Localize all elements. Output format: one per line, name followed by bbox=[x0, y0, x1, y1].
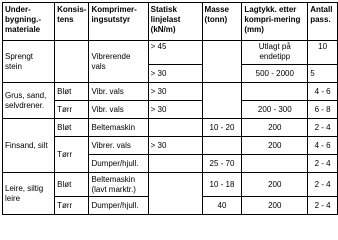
equipment-cell: Dumper/hjull. bbox=[89, 197, 148, 215]
equipment-cell: Vibrer. vals bbox=[89, 137, 148, 155]
load-cell: > 30 bbox=[148, 137, 202, 155]
passes-cell: 6 - 8 bbox=[308, 101, 338, 119]
passes-cell: 5 bbox=[308, 65, 338, 83]
equipment-cell: Beltemaskin bbox=[89, 119, 148, 137]
consistency-cell: Bløt bbox=[55, 83, 89, 101]
passes-cell: 10 bbox=[308, 41, 338, 65]
thickness-cell bbox=[242, 155, 308, 173]
load-cell bbox=[148, 119, 202, 137]
load-cell bbox=[148, 155, 202, 173]
passes-cell: 2 - 4 bbox=[308, 173, 338, 197]
compaction-table bbox=[2, 2, 338, 215]
thickness-cell: 500 - 2000 bbox=[242, 65, 308, 83]
table-row bbox=[3, 119, 338, 137]
thickness-cell: 200 bbox=[242, 137, 308, 155]
equipment-cell: Dumper/hjull. bbox=[89, 155, 148, 173]
header-row bbox=[3, 3, 338, 41]
thickness-cell: 200 bbox=[242, 173, 308, 197]
material-cell: Finsand, silt bbox=[3, 119, 55, 173]
passes-cell: 4 - 6 bbox=[308, 137, 338, 155]
thickness-cell: Utlagt på endetipp bbox=[242, 41, 308, 65]
thickness-cell: 200 - 300 bbox=[242, 101, 308, 119]
equipment-cell: Vibrerende vals bbox=[89, 41, 148, 83]
table-row bbox=[3, 83, 338, 101]
load-cell: > 30 bbox=[148, 65, 202, 83]
consistency-cell: Bløt bbox=[55, 173, 89, 197]
equipment-cell: Beltemaskin (lavt marktr.) bbox=[89, 173, 148, 197]
mass-cell: 40 bbox=[202, 197, 242, 215]
passes-cell: 2 - 4 bbox=[308, 197, 338, 215]
mass-cell: 25 - 70 bbox=[202, 155, 242, 173]
consistency-cell: Tørr bbox=[55, 101, 89, 119]
material-cell: Leire, siltig leire bbox=[3, 173, 55, 215]
equipment-cell: Vibr. vals bbox=[89, 101, 148, 119]
load-cell: > 30 bbox=[148, 101, 202, 119]
load-cell: > 30 bbox=[148, 83, 202, 101]
thickness-cell: 200 bbox=[242, 119, 308, 137]
header-equipment: Komprimer-ingsutstyr bbox=[89, 3, 148, 41]
mass-cell: 10 - 20 bbox=[202, 119, 242, 137]
header-consistency: Konsis-tens bbox=[55, 3, 89, 41]
thickness-cell: 200 bbox=[242, 197, 308, 215]
material-cell: Grus, sand, selvdrener. bbox=[3, 83, 55, 119]
material-cell: Sprengt stein bbox=[3, 41, 55, 83]
compaction-table-container bbox=[2, 2, 338, 215]
header-material: Under-bygning.-materiale bbox=[3, 3, 55, 41]
equipment-cell: Vibr. vals bbox=[89, 83, 148, 101]
passes-cell: 4 - 6 bbox=[308, 83, 338, 101]
passes-cell: 2 - 4 bbox=[308, 119, 338, 137]
consistency-cell bbox=[55, 41, 89, 83]
passes-cell: 2 - 4 bbox=[308, 155, 338, 173]
consistency-cell: Tørr bbox=[55, 137, 89, 173]
header-passes: Antall pass. bbox=[308, 3, 338, 41]
table-row bbox=[3, 41, 338, 65]
mass-cell bbox=[202, 137, 242, 155]
table-row bbox=[3, 173, 338, 197]
header-mass: Masse (tonn) bbox=[202, 3, 242, 41]
header-static-load: Statisk linjelast (kN/m) bbox=[148, 3, 202, 41]
header-layer-thickness: Lagtykk. etter kompri-mering (mm) bbox=[242, 3, 308, 41]
load-cell: > 45 bbox=[148, 41, 202, 65]
consistency-cell: Bløt bbox=[55, 119, 89, 137]
mass-cell bbox=[202, 83, 242, 119]
consistency-cell: Tørr bbox=[55, 197, 89, 215]
thickness-cell bbox=[242, 83, 308, 101]
mass-cell bbox=[202, 41, 242, 83]
load-cell bbox=[148, 173, 202, 215]
mass-cell: 10 - 18 bbox=[202, 173, 242, 197]
